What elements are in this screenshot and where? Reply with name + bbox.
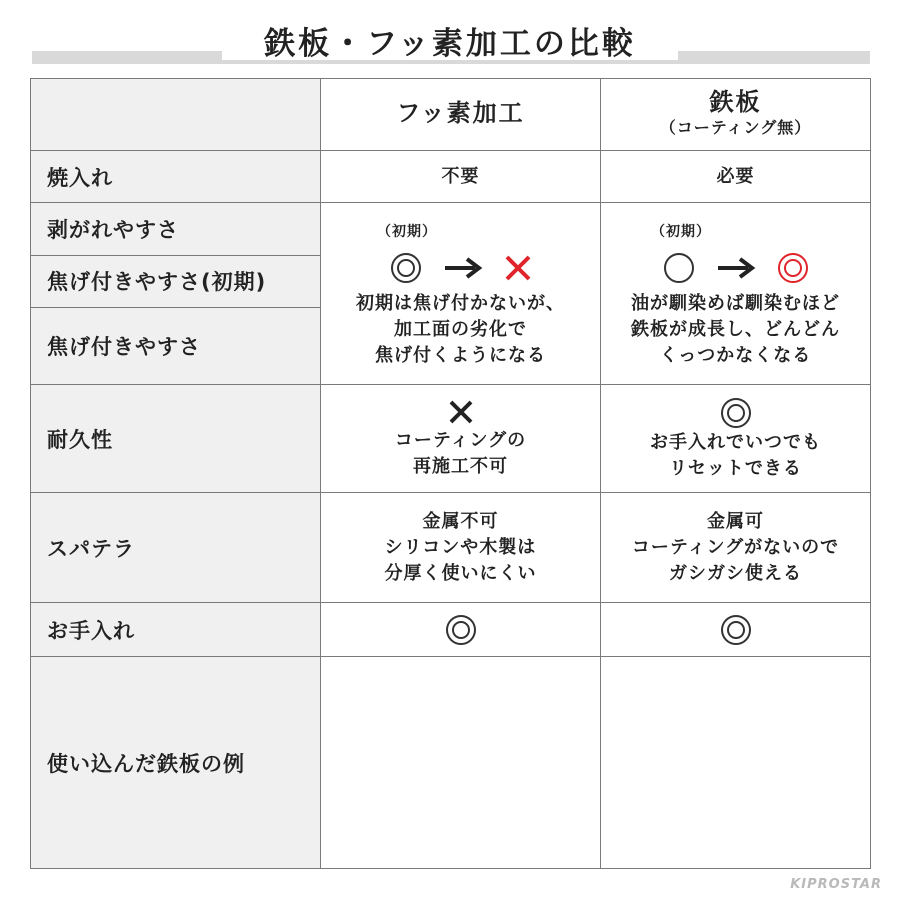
table-row xyxy=(31,603,871,657)
seasoning-fluorine: 不要 xyxy=(321,151,601,203)
circle-icon xyxy=(662,251,696,285)
table-row xyxy=(31,657,871,869)
durability-fluorine-line1: コーティングの xyxy=(394,429,527,451)
care-iron xyxy=(601,603,871,657)
grouped-labels xyxy=(31,203,321,385)
transition-symbols xyxy=(601,245,870,291)
spatula-iron-line1: 金属可 xyxy=(707,510,764,532)
fluorine-note-line3: 焦げ付くようになる xyxy=(375,344,546,366)
header-iron-label: 鉄板 xyxy=(709,87,762,116)
initial-note: （初期） xyxy=(651,223,711,240)
double-circle-icon xyxy=(444,613,478,647)
iron-note-line2: 鉄板が成長し、どんどん xyxy=(631,318,840,340)
double-circle-icon xyxy=(719,396,753,430)
row-label-durability: 耐久性 xyxy=(31,385,321,493)
title-area xyxy=(0,0,900,70)
red-double-circle-icon xyxy=(776,251,810,285)
arrow-right-icon xyxy=(443,256,483,280)
page-title: 鉄板・フッ素加工の比較 xyxy=(264,26,636,62)
header-empty-cell xyxy=(31,79,321,151)
row-label-care: お手入れ xyxy=(31,603,321,657)
brand-watermark: KIPROSTAR xyxy=(790,877,882,892)
header-iron-sublabel: （コーティング無） xyxy=(659,117,812,137)
example-fluorine-photo xyxy=(321,657,601,869)
table-row xyxy=(31,385,871,493)
table-row xyxy=(31,203,871,385)
example-iron-photo xyxy=(601,657,871,869)
table-header-row xyxy=(31,79,871,151)
cross-icon xyxy=(447,398,475,426)
durability-iron-line1: お手入れでいつでも xyxy=(650,431,821,453)
row-label-burn: 焦げ付きやすさ xyxy=(47,334,201,359)
fluorine-note-line2: 加工面の劣化で xyxy=(394,318,527,340)
double-circle-icon xyxy=(719,613,753,647)
care-fluorine xyxy=(321,603,601,657)
row-label-burn-initial: 焦げ付きやすさ(初期) xyxy=(31,256,320,308)
header-fluorine-label: フッ素加工 xyxy=(396,99,525,127)
spatula-fluorine xyxy=(321,493,601,603)
durability-fluorine xyxy=(321,385,601,493)
row-label-peel: 剥がれやすさ xyxy=(31,204,320,256)
table-row xyxy=(31,151,871,203)
comparison-table xyxy=(30,78,871,869)
header-fluorine xyxy=(321,79,601,151)
header-iron xyxy=(601,79,871,151)
row-label-spatula: スパテラ xyxy=(31,493,321,603)
iron-note-line1: 油が馴染めば馴染むほど xyxy=(631,292,840,314)
spatula-fluorine-line2: シリコンや木製は xyxy=(384,536,537,558)
transition-symbols xyxy=(321,245,600,291)
arrow-right-icon xyxy=(716,256,756,280)
durability-fluorine-line2: 再施工不可 xyxy=(413,455,508,477)
row-label-example: 使い込んだ鉄板の例 xyxy=(31,657,321,869)
durability-iron xyxy=(601,385,871,493)
grouped-iron xyxy=(601,203,871,385)
row-label-seasoning: 焼入れ xyxy=(31,151,321,203)
double-circle-icon xyxy=(389,251,423,285)
initial-note: （初期） xyxy=(377,223,437,240)
red-cross-icon xyxy=(503,253,533,283)
grouped-fluorine xyxy=(321,203,601,385)
seasoning-iron: 必要 xyxy=(601,151,871,203)
spatula-fluorine-line1: 金属不可 xyxy=(422,510,499,532)
spatula-iron xyxy=(601,493,871,603)
spatula-iron-line3: ガシガシ使える xyxy=(669,562,802,584)
table-row xyxy=(31,493,871,603)
spatula-fluorine-line3: 分厚く使いにくい xyxy=(384,562,537,584)
spatula-iron-line2: コーティングがないので xyxy=(631,536,840,558)
iron-note-line3: くっつかなくなる xyxy=(659,344,812,366)
fluorine-note-line1: 初期は焦げ付かないが、 xyxy=(356,292,565,314)
durability-iron-line2: リセットできる xyxy=(669,457,802,479)
